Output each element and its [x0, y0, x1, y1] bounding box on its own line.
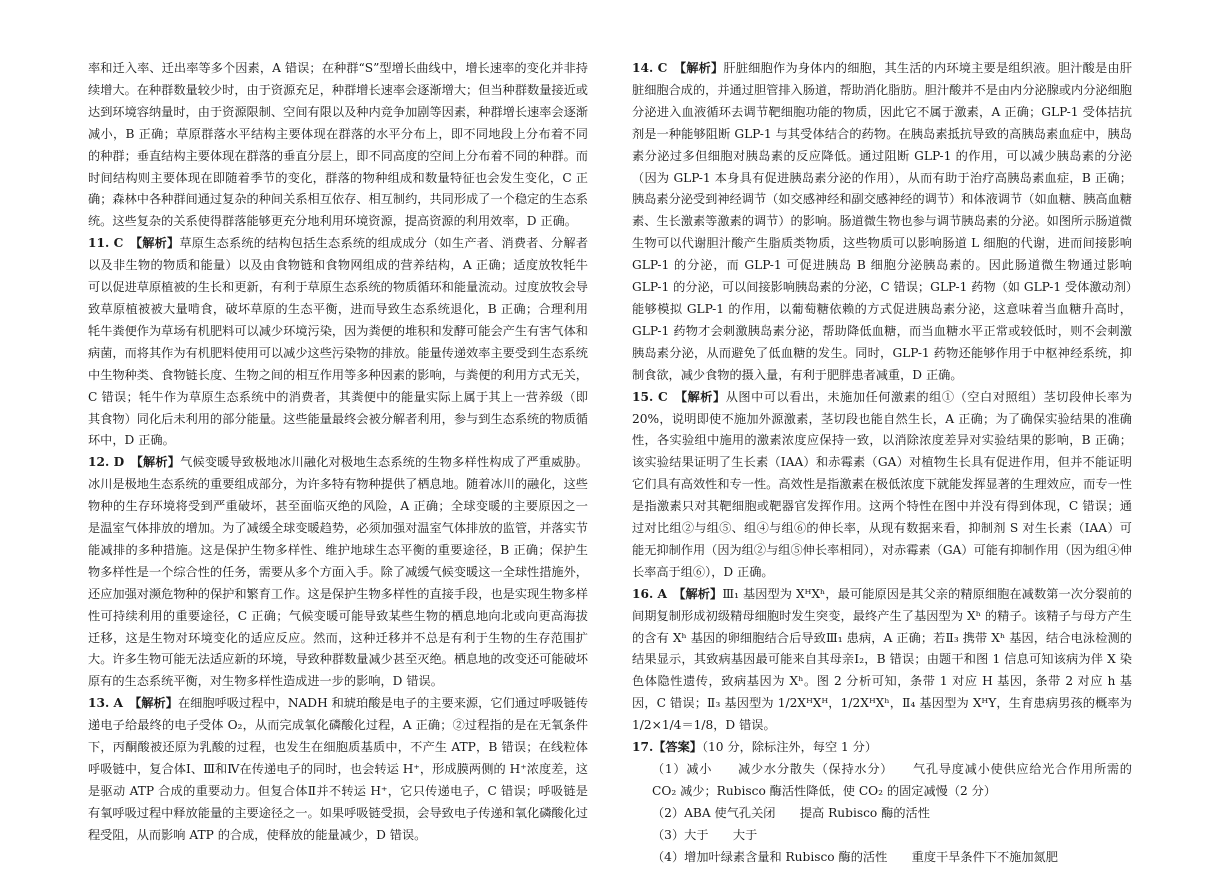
answer-item-16 [632, 584, 1132, 737]
answer-item-14 [632, 58, 1132, 387]
analysis-tag: 【解析】 [679, 586, 723, 601]
analysis-tag: 【解析】 [136, 455, 181, 470]
analysis-tag: 【解析】 [135, 696, 178, 711]
item-number: 13. A [88, 696, 123, 711]
answer-item-12 [88, 452, 588, 693]
answer-tag: 【答案】 [653, 740, 702, 755]
answer-item-13 [88, 693, 588, 846]
item-number: 14. C [632, 61, 668, 75]
q10-continuation: 率和迁入率、迁出率等多个因素，A 错误；在种群“S”型增长曲线中，增长速率的变化并非持续增大。在种群数量较少时，由于资源充足，种群增长速率会逐渐增大；但当种群数量接近或达到环境容纳量时，由于资源限制、空间有限以及种内竞争加剧等因素，种群增长速率会逐渐减小，B 正确；草原群落水平结构主要体现在群落的水平分布上，即不同地段上分布着不同的种群；垂直结构主要体现在群落的垂直分层上，即不同高度的空间上分布着不同的种群。而时间结构则主要体现在即随着季节的变化，群落的物种组成和数量特征也会发生变化，C 正确；森林中各种群间通过复杂的种间关系相互依存、相互制约，共同形成了一个稳定的生态系统。这些复杂的关系使得群落能够更充分地利用环境资源，提高资源的利用效率，D 正确。 [88, 61, 588, 229]
item-text: 在细胞呼吸过程中，NADH 和琥珀酸是电子的主要来源，它们通过呼吸链传递电子给最终的电子受体 O₂，从而完成氧化磷酸化过程，A 正确；②过程指的是在无氧条件下，丙酮酸被还原为乳酸的过程，也发生在细胞质基质中，不产生 ATP，B 错误；在线粒体呼吸链中，复合体Ⅰ、Ⅲ和Ⅳ在传递电子的同时，也会转运 H⁺，形成膜两侧的 H⁺浓度差，这是驱动 ATP 合成的重要动力。但复合体Ⅱ并不转运 H⁺，它只传递电子，C 错误；呼吸链是有氧呼吸过程中释放能量的主要途径之一。如果呼吸链受损，会导致电子传递和氧化磷酸化过程受阻，从而影响 ATP 的合成，使释放的能量减少，D 错误。 [88, 696, 589, 842]
answer-item-17 [632, 737, 1132, 759]
item-text: Ⅲ₁ 基因型为 XᴴXʰ，最可能原因是其父亲的精原细胞在减数第一次分裂前的间期复制形成初级精母细胞时发生突变，最终产生了基因型为 Xʰ 的精子。该精子与母方产生的含有 Xʰ 基因的卵细胞结合后导致Ⅲ₁ 患病，A 正确；若Ⅱ₃ 携带 Xʰ 基因，结合电泳检测的结果显示，其致病基因最可能来自其母亲Ⅰ₂，B 错误；由题干和图 1 信息可知该病为伴 X 染色体隐性遗传，致病基因为 Xʰ。图 2 分析可知，条带 1 对应 H 基因，条带 2 对应 h 基因，C 错误；Ⅱ₃ 基因型为 1/2XᴴXᴴ，1/2XᴴXʰ，Ⅱ₄ 基因型为 XᴴY，生育患病男孩的概率为 1/2×1/4＝1/8，D 错误。 [632, 586, 1132, 733]
answer-17-part-1: （1）减小 减少水分散失（保持水分） 气孔导度减小使供应给光合作用所需的 CO₂ 减少；Rubisco 酶活性降低，使 CO₂ 的固定减慢（2 分） [652, 762, 1132, 798]
left-column [88, 58, 589, 842]
answer-17-part-4: （4）增加叶绿素含量和 Rubisco 酶的活性 重度干旱条件下不施加氮肥 [652, 849, 1058, 864]
answer-17-part-3: （3）大于 大于 [652, 827, 758, 842]
item-text: 气候变暖导致极地冰川融化对极地生态系统的生物多样性构成了严重威胁。冰川是极地生态系统的重要组成部分，为许多特有物种提供了栖息地。随着冰川的融化，这些物种的生存环境将受到严重破坏，甚至面临灭绝的风险，A 正确；全球变暖的主要原因之一是温室气体排放的增加。为了减缓全球变暖趋势，必须加强对温室气体排放的监管，并落实节能减排的多种措施。这是保护生物多样性、维护地球生态平衡的重要途径，B 正确；保护生物多样性是一个综合性的任务，需要从多个方面入手。除了减缓气候变暖这一全球性措施外，还应加强对濒危物种的保护和繁育工作。这是保护生物多样性的直接手段，也是实现生物多样性可持续利用的重要途径，C 正确；气候变暖可能导致某些生物的栖息地向北或向更高海拔迁移，这是生物对环境变化的适应反应。然而，这种迁移并不总是有利于生物的生存范围扩大。许多生物可能无法适应新的环境，导致种群数量减少甚至灭绝。栖息地的改变还可能破坏原有的生态系统平衡，对生物多样性造成进一步的影响，D 错误。 [88, 455, 589, 689]
item-number: 15. C [632, 389, 668, 404]
item-text: 从图中可以看出，未施加任何激素的组①（空白对照组）茎切段伸长率为 20%，说明即使不施加外源激素，茎切段也能自然生长，A 正确；为了确保实验结果的准确性，各实验组中施用的激素浓度应保持一致，以消除浓度差异对实验结果的影响，B 正确；该实验结果证明了生长素（IAA）和赤霉素（GA）对植物生长具有促进作用，但并不能证明它们具有高效性和专一性。高效性是指激素在极低浓度下就能发挥显著的生理效应，而专一性是指激素只对其靶细胞或靶器官发挥作用。这两个特性在图中并没有得到体现，C 错误；通过对比组②与组⑤、组④与组⑥的伸长率，从现有数据来看，抑制剂 S 对生长素（IAA）可能无抑制作用（因为组②与组⑤伸长率相同），对赤霉素（GA）可能有抑制作用（因为组④伸长率高于组⑥），D 正确。 [632, 389, 1133, 579]
answer-item-15 [632, 387, 1132, 584]
answer-17-part-2: （2）ABA 使气孔关闭 提高 Rubisco 酶的活性 [652, 805, 930, 820]
right-column [632, 58, 1133, 864]
analysis-tag: 【解析】 [135, 236, 180, 251]
answer-item-11 [88, 233, 588, 452]
item-text: 草原生态系统的结构包括生态系统的组成成分（如生产者、消费者、分解者以及非生物的物质和能量）以及由食物链和食物网组成的营养结构，A 正确；适度放牧牦牛可以促进草原植被的生长和更新，有利于草原生态系统的物质循环和能量流动。过度放牧会导致草原植被被大量啃食，破坏草原的生态平衡，进而导致生态系统退化，B 正确；合理利用牦牛粪便作为草场有机肥料可以减少环境污染，因为粪便的堆积和发酵可能会产生有害气体和病菌，而将其作为有机肥料使用可以减少这些污染物的排放。能量传递效率主要受到生态系统中生物种类、食物链长度、生物之间的相互作用等多种因素的影响，与粪便的利用方式无关，C 错误；牦牛作为草原生态系统中的消费者，其粪便中的能量实际上属于其上一营养级（即其食物）同化后未利用的部分能量。这些能量最终会被分解者利用，参与到生态系统的物质循环中，D 正确。 [88, 236, 589, 448]
item-number: 11. C [88, 236, 124, 251]
analysis-tag: 【解析】 [680, 389, 726, 404]
item-number: 17. [632, 740, 654, 755]
item-text: 肝脏细胞作为身体内的细胞，其生活的内环境主要是组织液。胆汁酸是由肝脏细胞合成的，并通过胆管排入肠道，帮助消化脂肪。胆汁酸并不是由内分泌腺或内分泌细胞分泌进入血液循环去调节靶细胞功能的物质，因此它不属于激素，A 正确；GLP-1 受体拮抗剂是一种能够阻断 GLP-1 与其受体结合的药物。在胰岛素抵抗导致的高胰岛素血症中，胰岛素分泌过多但细胞对胰岛素的反应降低。通过阻断 GLP-1 的作用，可以减少胰岛素的分泌（因为 GLP-1 本身具有促进胰岛素分泌的作用），从而有助于治疗高胰岛素血症，B 正确；胰岛素分泌受到神经调节（如交感神经和副交感神经的调节）和体液调节（如血糖、胰高血糖素、生长激素等激素的调节）的影响。肠道微生物也参与调节胰岛素的分泌。如图所示肠道微生物可以代谢胆汁酸产生脂质类物质，这些物质可以影响肠道 L 细胞的代谢，进而间接影响 GLP-1 的分泌，而 GLP-1 可促进胰岛 B 细胞分泌胰岛素的。因此肠道微生物通过影响 GLP-1 的分泌，可以间接影响胰岛素的分泌，C 错误；GLP-1 药物（如 GLP-1 受体激动剂）能够模拟 GLP-1 的作用，以葡萄糖依赖的方式促进胰岛素分泌，这意味着当血糖升高时，GLP-1 药物才会刺激胰岛素分泌，帮助降低血糖，而当血糖水平正常或较低时，则不会刺激胰岛素分泌，从而避免了低血糖的发生。同时，GLP-1 药物还能够作用于中枢神经系统，抑制食欲，减少食物的摄入量，有利于肥胖患者减重，D 正确。 [632, 61, 1133, 382]
item-number: 16. A [632, 586, 667, 601]
item-number: 12. D [88, 455, 125, 470]
analysis-tag: 【解析】 [679, 61, 724, 75]
item-score-note: （10 分，除标注外，每空 1 分） [701, 740, 878, 755]
